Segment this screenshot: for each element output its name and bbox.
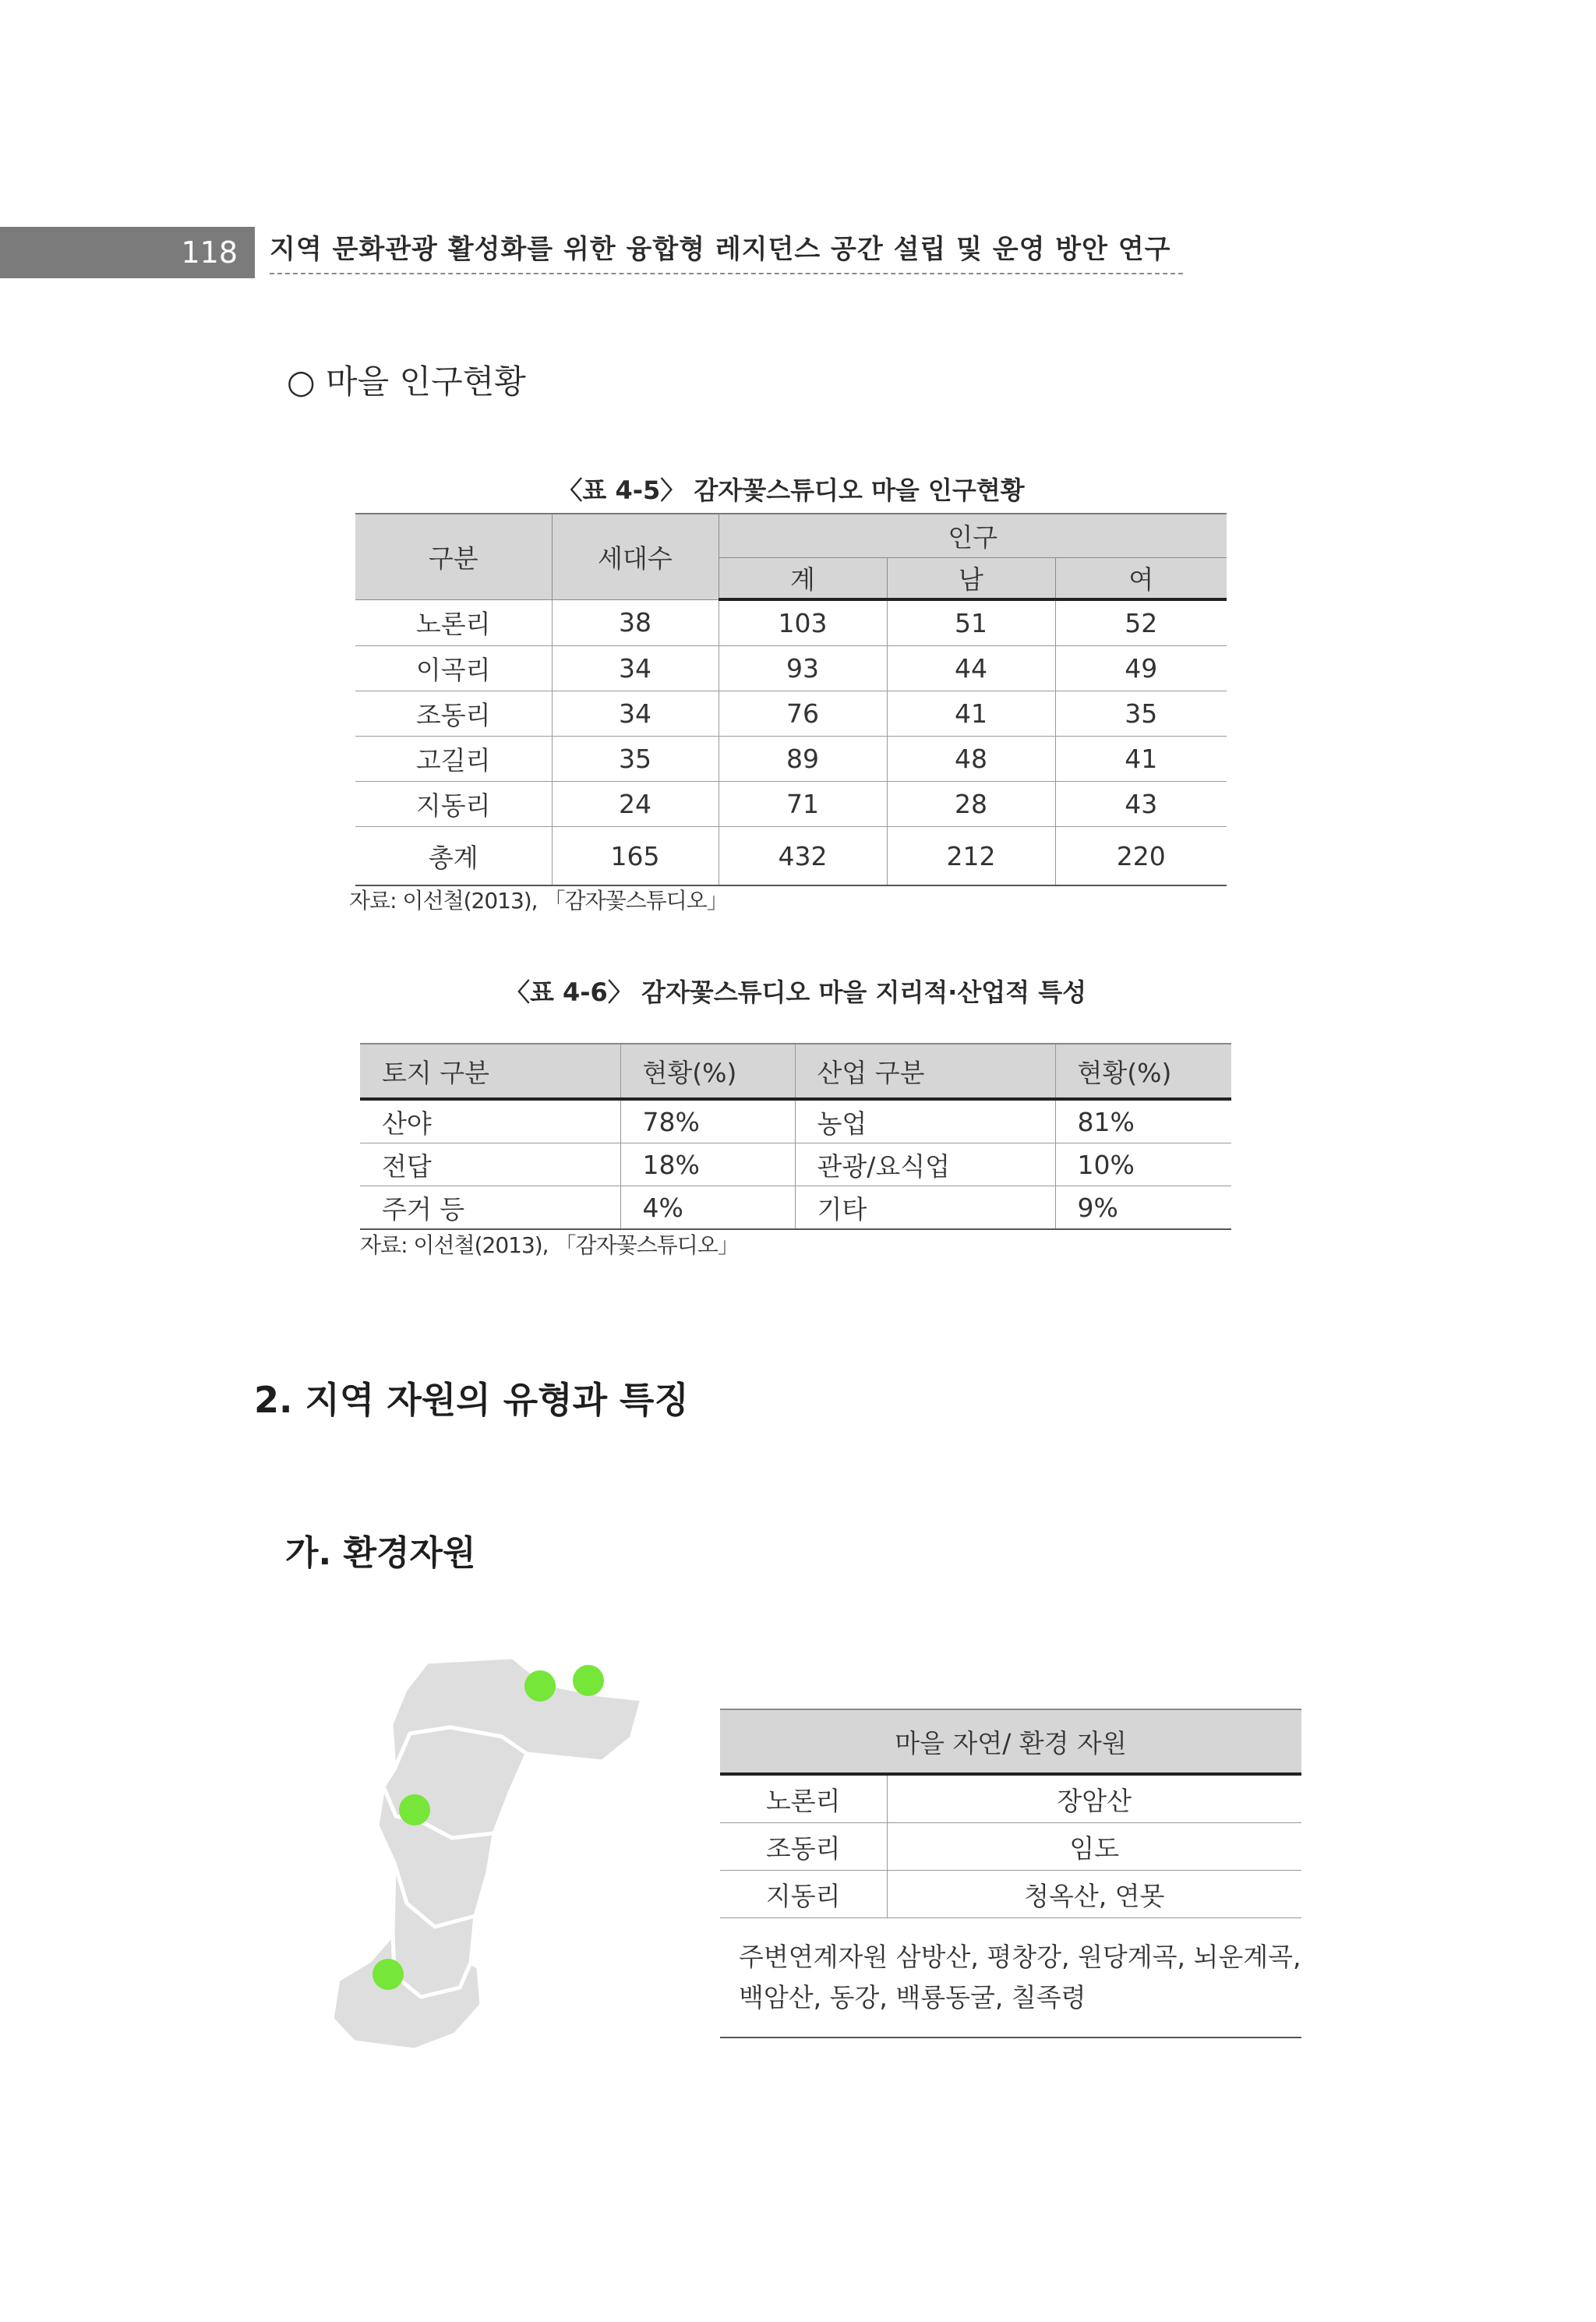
table-row	[355, 782, 1227, 827]
cell-male: 48	[887, 737, 1055, 782]
cell-industry-share: 81%	[1055, 1099, 1231, 1143]
table-4-5	[355, 513, 1227, 886]
cell-village: 조동리	[720, 1823, 887, 1871]
cell-village: 노론리	[720, 1774, 887, 1823]
table-row	[355, 691, 1227, 737]
cell-male: 28	[887, 782, 1055, 827]
map-marker	[373, 1959, 404, 1990]
table-4-6-source: 자료: 이선철(2013), 「감자꽃스튜디오」	[360, 1232, 739, 1258]
table-row	[720, 1774, 1301, 1823]
cell-female: 41	[1055, 737, 1227, 782]
cell-land-share: 18%	[620, 1143, 795, 1186]
table-row	[355, 737, 1227, 782]
village-map	[318, 1652, 645, 2058]
cell-male: 212	[887, 827, 1055, 886]
header-land-share: 현황(%)	[620, 1044, 795, 1099]
cell-land-type: 주거 등	[360, 1186, 620, 1230]
cell-households: 165	[552, 827, 719, 886]
section-heading: 2. 지역 자원의 유형과 특징	[254, 1379, 689, 1421]
cell-total: 89	[719, 737, 887, 782]
nearby-resources-line: 백암산, 동강, 백룡동굴, 칠족령	[739, 1982, 1086, 2013]
table-row	[360, 1186, 1231, 1230]
map-marker	[573, 1665, 604, 1696]
cell-industry-type: 관광/요식업	[795, 1143, 1055, 1186]
table-row	[355, 599, 1227, 646]
cell-male: 41	[887, 691, 1055, 737]
cell-land-share: 78%	[620, 1099, 795, 1143]
cell-land-type: 산야	[360, 1099, 620, 1143]
cell-male: 44	[887, 646, 1055, 691]
header-total: 계	[719, 557, 887, 599]
running-title: 지역 문화관광 활성화를 위한 융합형 레지던스 공간 설립 및 운영 방안 연구	[270, 229, 1183, 274]
header-industry-type: 산업 구분	[795, 1044, 1055, 1099]
header-division: 구분	[355, 514, 552, 599]
nearby-resources	[720, 1918, 1301, 2038]
cell-female: 35	[1055, 691, 1227, 737]
cell-male: 51	[887, 599, 1055, 646]
cell-industry-share: 10%	[1055, 1143, 1231, 1186]
cell-total: 76	[719, 691, 887, 737]
cell-resource: 청옥산, 연못	[887, 1871, 1301, 1918]
resource-table-header: 마을 자연/ 환경 자원	[720, 1709, 1301, 1774]
nearby-resources-line: 주변연계자원 삼방산, 평창강, 원당계곡, 뇌운계곡,	[739, 1942, 1301, 1972]
cell-village: 이곡리	[355, 646, 552, 691]
map-marker	[524, 1670, 556, 1702]
table-row	[360, 1099, 1231, 1143]
cell-female: 220	[1055, 827, 1227, 886]
header-land-type: 토지 구분	[360, 1044, 620, 1099]
cell-village: 총계	[355, 827, 552, 886]
header-population: 인구	[719, 514, 1227, 557]
resource-table	[720, 1709, 1301, 2038]
circle-bullet-icon: ○	[287, 362, 316, 401]
cell-industry-share: 9%	[1055, 1186, 1231, 1230]
table-4-5-caption: 〈표 4-5〉 감자꽃스튜디오 마을 인구현황	[557, 475, 1025, 505]
cell-households: 35	[552, 737, 719, 782]
cell-households: 34	[552, 646, 719, 691]
table-row	[355, 646, 1227, 691]
section-bullet-text: 마을 인구현황	[326, 362, 526, 401]
cell-village: 지동리	[355, 782, 552, 827]
cell-total: 103	[719, 599, 887, 646]
table-row	[720, 1871, 1301, 1918]
table-row	[360, 1143, 1231, 1186]
header-households: 세대수	[552, 514, 719, 599]
table-notes-row	[720, 1918, 1301, 2038]
map-regions	[332, 1657, 642, 2050]
cell-households: 34	[552, 691, 719, 737]
map-marker	[399, 1794, 430, 1825]
cell-resource: 장암산	[887, 1774, 1301, 1823]
cell-village: 고길리	[355, 737, 552, 782]
cell-total: 71	[719, 782, 887, 827]
cell-village: 지동리	[720, 1871, 887, 1918]
table-row	[720, 1823, 1301, 1871]
header-male: 남	[887, 557, 1055, 599]
cell-female: 43	[1055, 782, 1227, 827]
header-industry-share: 현황(%)	[1055, 1044, 1231, 1099]
cell-village: 조동리	[355, 691, 552, 737]
table-4-5-source: 자료: 이선철(2013), 「감자꽃스튜디오」	[349, 888, 728, 914]
cell-industry-type: 농업	[795, 1099, 1055, 1143]
cell-female: 49	[1055, 646, 1227, 691]
page-number: 118	[0, 227, 255, 278]
header-female: 여	[1055, 557, 1227, 599]
section-bullet	[287, 359, 526, 405]
cell-industry-type: 기타	[795, 1186, 1055, 1230]
cell-households: 38	[552, 599, 719, 646]
cell-land-type: 전답	[360, 1143, 620, 1186]
cell-resource: 임도	[887, 1823, 1301, 1871]
cell-female: 52	[1055, 599, 1227, 646]
cell-village: 노론리	[355, 599, 552, 646]
cell-total: 93	[719, 646, 887, 691]
table-4-6	[360, 1043, 1231, 1230]
table-4-6-caption: 〈표 4-6〉 감자꽃스튜디오 마을 지리적·산업적 특성	[504, 977, 1087, 1007]
cell-households: 24	[552, 782, 719, 827]
cell-total: 432	[719, 827, 887, 886]
subsection-heading: 가. 환경자원	[285, 1533, 476, 1573]
cell-land-share: 4%	[620, 1186, 795, 1230]
table-total-row	[355, 827, 1227, 886]
